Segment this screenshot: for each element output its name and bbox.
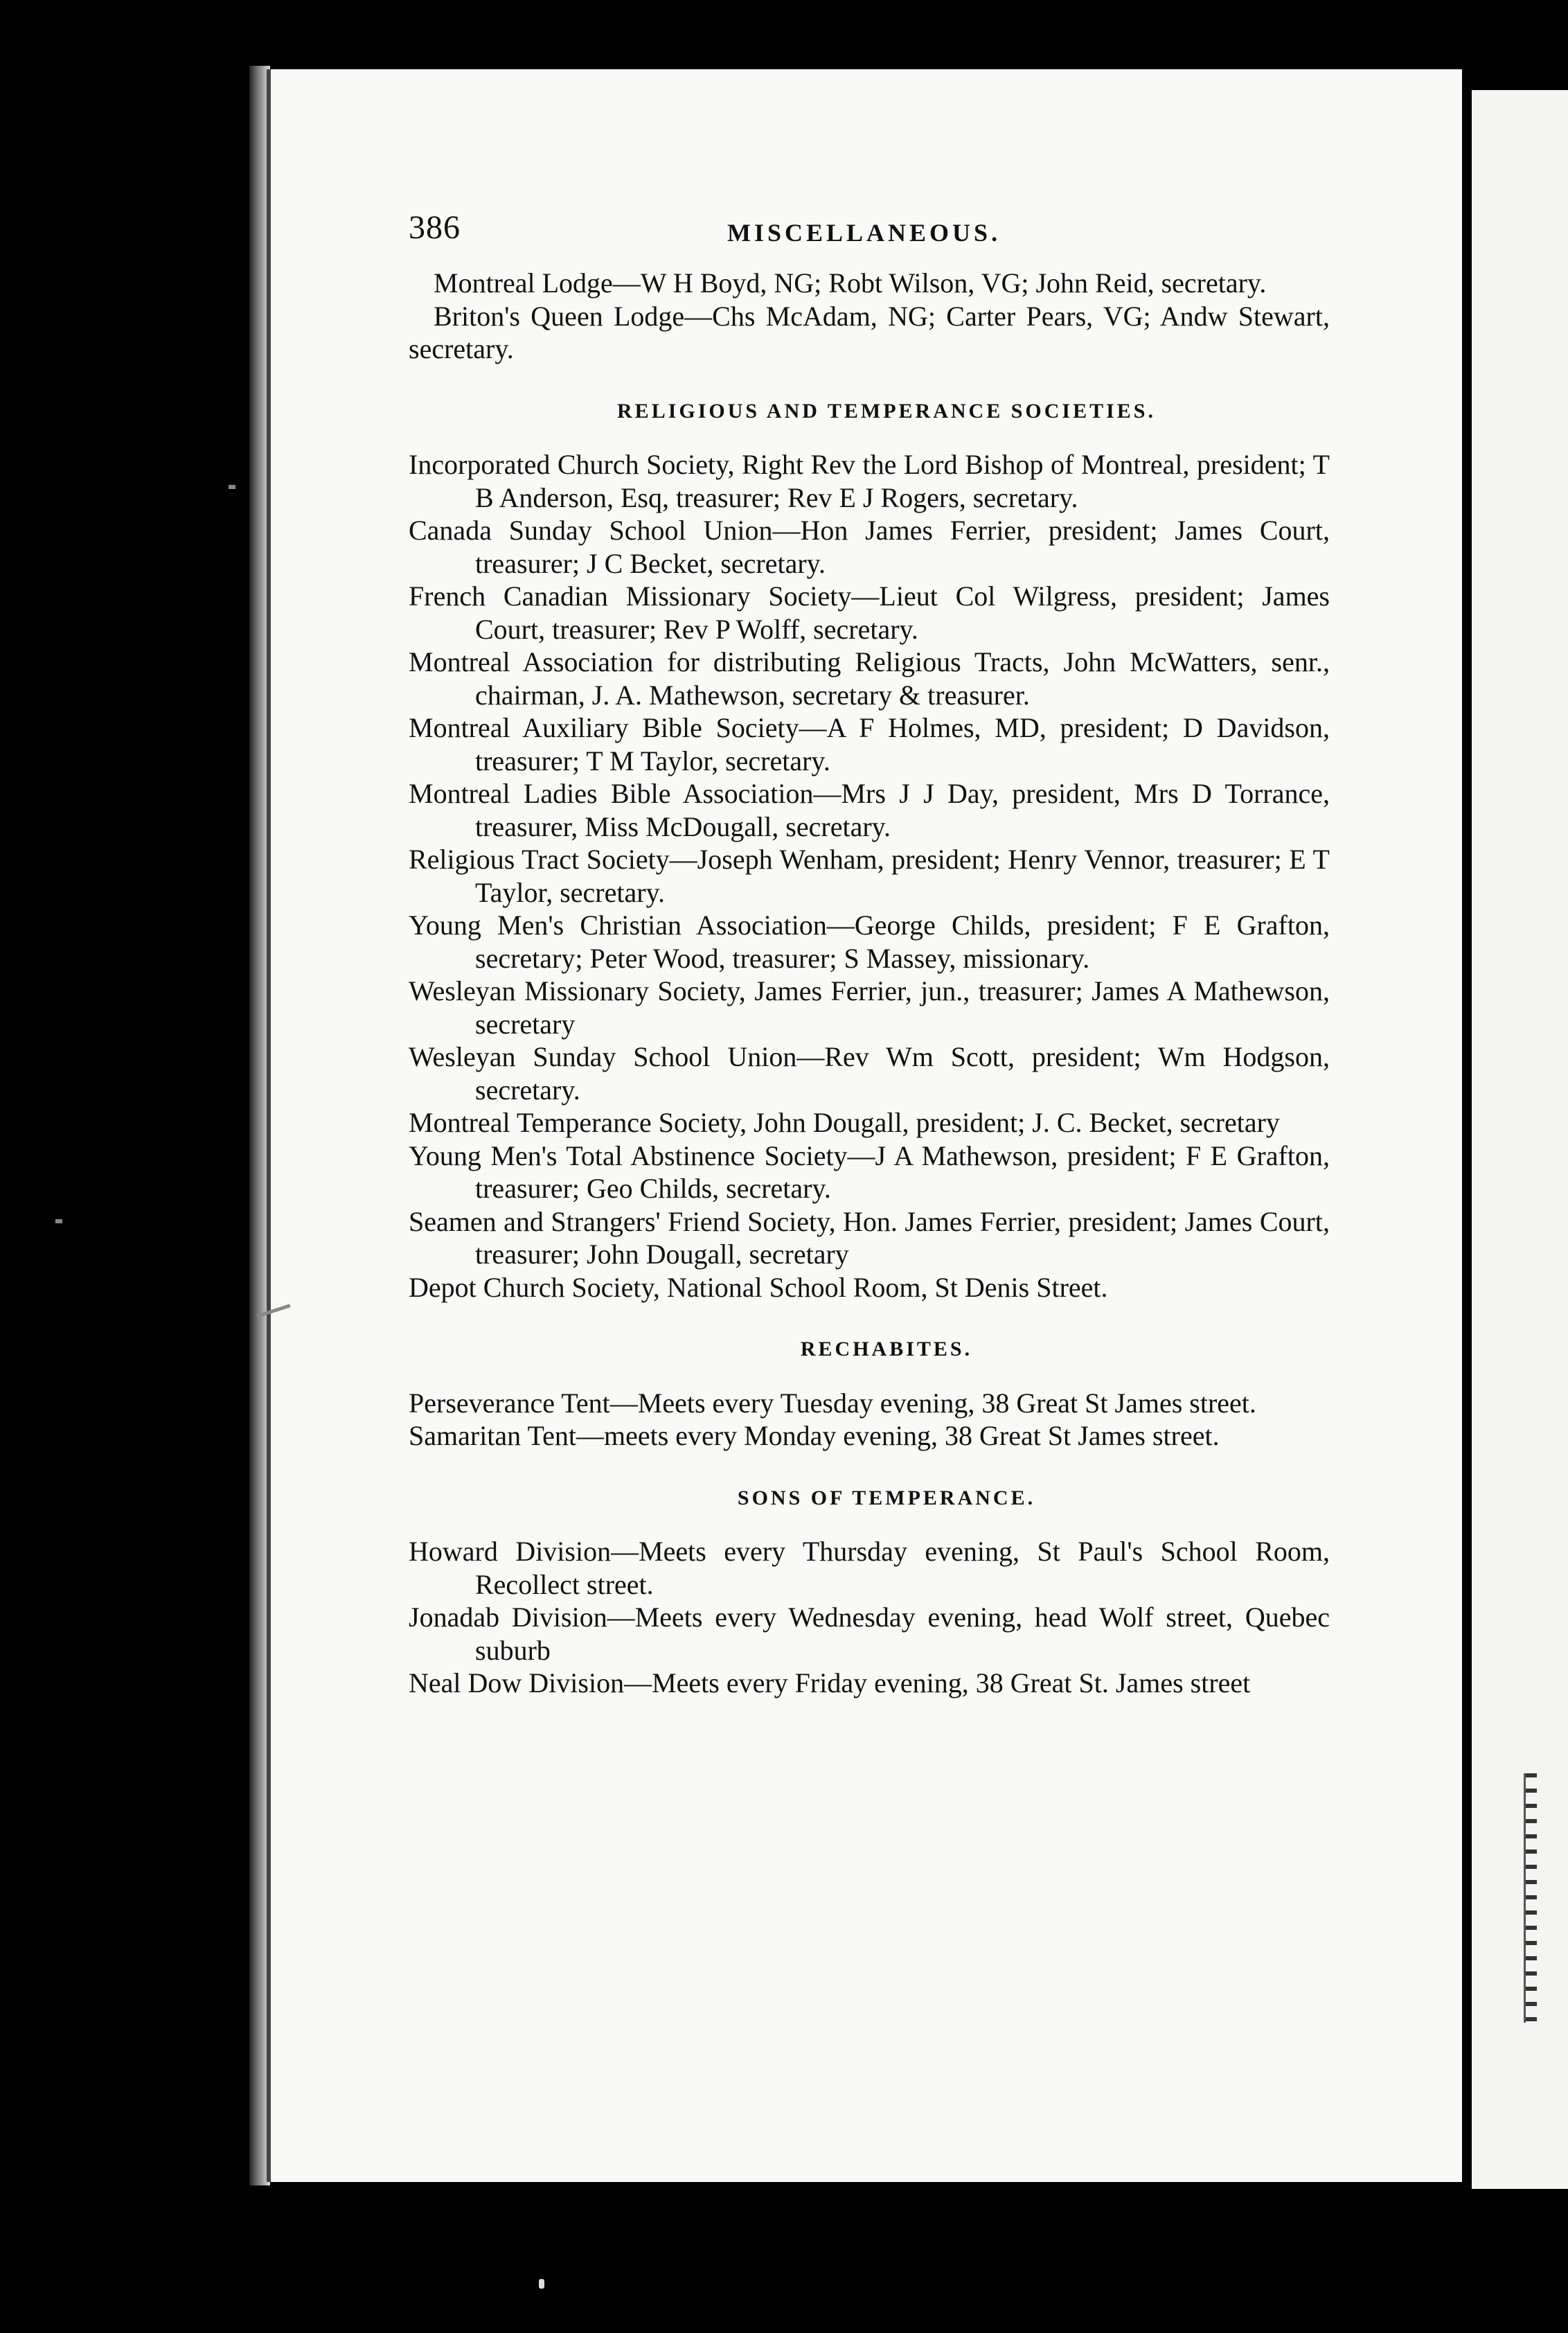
society-entry: Wesleyan Missionary Society, James Ferrier, jun., treasurer; James A Mathewson, secretary [409,975,1330,1040]
division-entry: Jonadab Division—Meets every Wednesday evening, head Wolf street, Quebec suburb [409,1602,1330,1666]
section-heading-rechabites: RECHABITES. [800,1338,973,1360]
lodge-entry: Montreal Lodge—W H Boyd, NG; Robt Wilson, VG; John Reid, secretary. [434,267,1267,299]
society-entry: Montreal Auxiliary Bible Society—A F Holmes, MD, president; D Davidson, treasurer; T M Taylor, secretary. [409,712,1330,777]
division-entry: Howard Division—Meets every Thursday evening, St Paul's School Room, Recollect street. [409,1536,1330,1600]
society-entry: Seamen and Strangers' Friend Society, Hon. James Ferrier, president; James Court, treasurer; John Dougall, secretary [409,1205,1330,1270]
society-entry: Montreal Ladies Bible Association—Mrs J J Day, president, Mrs D Torrance, treasurer, Miss McDougall, secretary. [409,778,1330,842]
tent-entry: Perseverance Tent—Meets every Tuesday evening, 38 Great St James street. [409,1387,1256,1419]
society-entry: Religious Tract Society—Joseph Wenham, president; Henry Vennor, treasurer; E T Taylor, secretary. [409,844,1330,908]
section-heading-religious: RELIGIOUS AND TEMPERANCE SOCIETIES. [617,399,1156,423]
page-header [409,211,1330,267]
society-entry: Depot Church Society, National School Room, St Denis Street. [409,1271,1108,1303]
tent-entry: Samaritan Tent—meets every Monday evening, 38 Great St James street. [409,1420,1220,1451]
society-entry: Montreal Association for distributing Religious Tracts, John McWatters, senr., chairman, J. A. Mathewson, secretary & treasurer. [409,646,1330,711]
society-entry: Wesleyan Sunday School Union—Rev Wm Scott, president; Wm Hodgson, secretary. [409,1041,1330,1106]
society-entry: Young Men's Christian Association—George Childs, president; F E Grafton, secretary; Peter Wood, treasurer; S Massey, missionary. [409,910,1330,974]
society-entry: French Canadian Missionary Society—Lieut Col Wilgress, president; James Court, treasurer; Rev P Wolff, secretary. [409,580,1330,645]
division-entry: Neal Dow Division—Meets every Friday evening, 38 Great St. James street [409,1667,1251,1698]
facing-page-marks [1524,1773,1537,2023]
society-entry: Canada Sunday School Union—Hon James Ferrier, president; James Court, treasurer; J C Becket, secretary. [409,515,1330,579]
edge-speck [55,1219,62,1223]
running-title: MISCELLANEOUS. [727,219,1001,247]
society-entry: Montreal Temperance Society, John Dougall, president; J. C. Becket, secretary [409,1107,1280,1138]
lodge-entry: Briton's Queen Lodge—Chs McAdam, NG; Carter Pears, VG; Andw Stewart, secretary. [409,300,1330,364]
society-entry: Incorporated Church Society, Right Rev the Lord Bishop of Montreal, president; T B Anderson, Esq, treasurer; Rev E J Rogers, secretary. [409,449,1330,513]
section-heading-sons-of-temperance: SONS OF TEMPERANCE. [737,1486,1036,1509]
edge-speck [229,485,235,489]
bottom-speck [539,2279,544,2289]
society-entry: Young Men's Total Abstinence Society—J A Mathewson, president; F E Grafton, treasurer; Geo Childs, secretary. [409,1139,1330,1204]
facing-page-edge [1472,90,1568,2189]
page-text [409,211,1330,1700]
page-number: 386 [409,209,461,246]
